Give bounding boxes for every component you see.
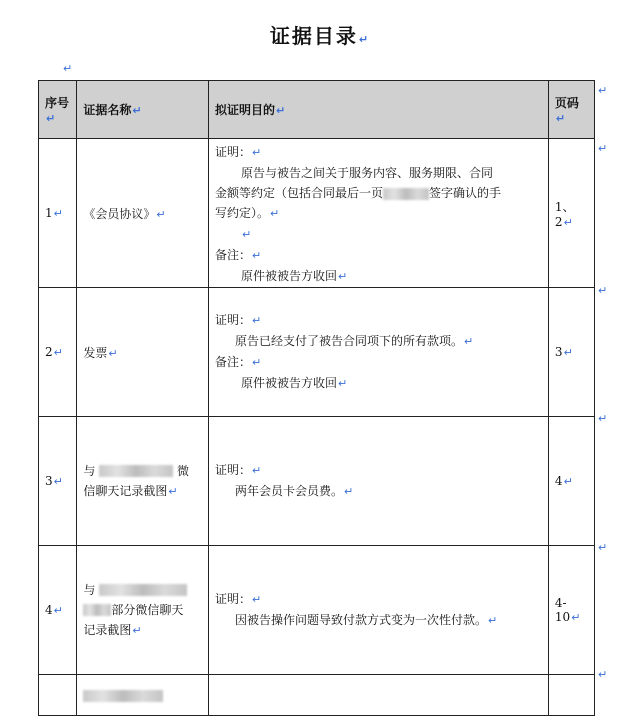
row-end-mark: ↵: [598, 541, 608, 554]
paragraph-mark: ↵: [358, 33, 371, 46]
row-end-mark: ↵: [598, 284, 608, 297]
cell-no: 2↵: [39, 288, 77, 417]
table-row: [39, 675, 595, 716]
table-row: [39, 417, 595, 546]
cell-name: 发票↵: [77, 288, 209, 417]
row-end-mark: ↵: [598, 668, 608, 681]
table-header-row: [39, 81, 595, 139]
paragraph-mark: ↵: [63, 62, 73, 75]
cell-page: 3↵: [548, 288, 594, 417]
header-no: 序号↵: [39, 81, 77, 139]
evidence-table: [38, 80, 595, 716]
header-name: 证据名称↵: [77, 81, 209, 139]
cell-purpose: 证明：↵ 因被告操作问题导致付款方式变为一次性付款。↵: [208, 546, 548, 675]
cell-name: 与 微 信聊天记录截图↵: [77, 417, 209, 546]
redacted-text: [383, 188, 429, 200]
cell-page: 1、2↵: [548, 139, 594, 288]
cell-name: 《会员协议》↵: [77, 139, 209, 288]
table-row: [39, 139, 595, 288]
cell-purpose: 证明：↵ 两年会员卡会员费。↵: [208, 417, 548, 546]
redacted-text: [99, 465, 173, 477]
table-row: [39, 546, 595, 675]
cell-page: 4↵: [548, 417, 594, 546]
cell-no: 1↵: [39, 139, 77, 288]
cell-purpose: 证明：↵ 原告与被告之间关于服务内容、服务期限、合同 金额等约定（包括合同最后一页 签字确认的手 写约定）。↵ ↵ 备注：↵ 原件被被告方收回↵: [208, 139, 548, 288]
row-end-mark: ↵: [598, 84, 608, 97]
cell-name: 与 部分微信聊天 记录截图↵: [77, 546, 209, 675]
cell-purpose: 证明：↵ 原告已经支付了被告合同项下的所有款项。↵ 备注：↵ 原件被被告方收回↵: [208, 288, 548, 417]
cell-page: 4-10↵: [548, 546, 594, 675]
header-purpose: 拟证明目的↵: [208, 81, 548, 139]
document-title: 证据目录↵: [269, 24, 371, 48]
header-page: 页码↵: [548, 81, 594, 139]
cell-no: 4↵: [39, 546, 77, 675]
redacted-text: [83, 690, 163, 702]
redacted-text: [83, 604, 111, 616]
row-end-mark: ↵: [598, 412, 608, 425]
redacted-text: [99, 584, 187, 596]
row-end-mark: ↵: [598, 142, 608, 155]
cell-no: 3↵: [39, 417, 77, 546]
table-row: [39, 288, 595, 417]
